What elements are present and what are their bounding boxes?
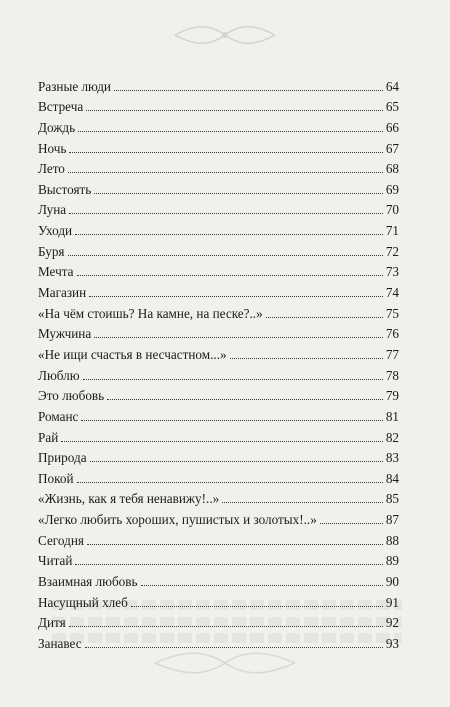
toc-entry-title: Дождь [38, 119, 76, 135]
toc-entry-page-number: 66 [385, 119, 399, 135]
toc-entry-title: Встреча [38, 99, 84, 115]
toc-dot-leader [222, 502, 383, 503]
toc-entry-title: «Жизнь, как я тебя ненавижу!..» [38, 491, 220, 507]
toc-entry-title: Рай [38, 429, 59, 445]
toc-dot-leader [266, 317, 383, 318]
toc-entry-title: Это любовь [38, 388, 105, 404]
toc-entry [38, 73, 399, 94]
toc-entry-title: Уходи [38, 223, 73, 239]
toc-entry-title: Покой [38, 470, 74, 486]
toc-entry-title: «На чём стоишь? На камне, на песке?..» [38, 305, 263, 321]
toc-entry [38, 259, 399, 280]
toc-entry-title: Буря [38, 243, 65, 259]
toc-entry-title: Сегодня [38, 532, 84, 548]
toc-entry-title: «Легко любить хороших, пушистых и золотых!..» [38, 512, 317, 528]
toc-dot-leader [69, 152, 382, 153]
toc-dot-leader [86, 110, 383, 111]
toc-entry-page-number: 91 [385, 594, 399, 610]
toc-entry [38, 156, 399, 177]
toc-entry [38, 341, 399, 362]
toc-entry [38, 321, 399, 342]
toc-entry [38, 527, 399, 548]
toc-entry [38, 362, 399, 383]
toc-entry-title: Выстоять [38, 181, 92, 197]
toc-entry [38, 630, 399, 651]
ornament-top-icon [165, 22, 285, 48]
toc-dot-leader [75, 564, 382, 565]
toc-entry [38, 610, 399, 631]
toc-entry [38, 568, 399, 589]
toc-dot-leader [77, 482, 383, 483]
toc-entry-page-number: 74 [385, 285, 399, 301]
toc-entry-page-number: 76 [385, 326, 399, 342]
toc-entry [38, 589, 399, 610]
toc-entry-page-number: 93 [385, 635, 399, 651]
toc-entry [38, 176, 399, 197]
toc-entry [38, 403, 399, 424]
toc-entry-page-number: 71 [385, 223, 399, 239]
toc-entry [38, 486, 399, 507]
toc-dot-leader [87, 544, 383, 545]
toc-entry-page-number: 85 [385, 491, 399, 507]
toc-entry [38, 383, 399, 404]
toc-entry [38, 506, 399, 527]
toc-entry-title: Магазин [38, 285, 87, 301]
toc-entry-page-number: 68 [385, 161, 399, 177]
toc-entry-page-number: 77 [385, 346, 399, 362]
toc-entry [38, 135, 399, 156]
toc-entry [38, 94, 399, 115]
ornament-bottom-icon [150, 650, 300, 676]
toc-dot-leader [94, 193, 383, 194]
toc-entry [38, 445, 399, 466]
toc-dot-leader [69, 626, 383, 627]
toc-dot-leader [90, 461, 383, 462]
toc-entry-title: Занавес [38, 635, 82, 651]
toc-entry-page-number: 73 [385, 264, 399, 280]
toc-dot-leader [94, 337, 383, 338]
toc-entry-page-number: 65 [385, 99, 399, 115]
toc-entry [38, 548, 399, 569]
toc-entry-title: Насущный хлеб [38, 594, 128, 610]
toc-entry-page-number: 92 [385, 615, 399, 631]
toc-dot-leader [89, 296, 383, 297]
toc-entry [38, 238, 399, 259]
toc-dot-leader [83, 379, 383, 380]
toc-entry-page-number: 72 [385, 243, 399, 259]
toc-entry-page-number: 70 [385, 202, 399, 218]
toc-entry-page-number: 69 [385, 181, 399, 197]
table-of-contents [38, 73, 399, 651]
toc-entry-page-number: 84 [385, 470, 399, 486]
toc-entry [38, 197, 399, 218]
toc-entry-page-number: 87 [385, 512, 399, 528]
toc-entry-title: «Не ищи счастья в несчастном...» [38, 346, 227, 362]
toc-dot-leader [131, 606, 383, 607]
toc-entry-title: Лето [38, 161, 65, 177]
toc-entry-page-number: 83 [385, 450, 399, 466]
toc-entry-page-number: 89 [385, 553, 399, 569]
toc-entry-page-number: 67 [385, 140, 399, 156]
toc-entry-title: Разные люди [38, 78, 111, 94]
toc-dot-leader [107, 399, 383, 400]
toc-dot-leader [77, 275, 383, 276]
toc-dot-leader [75, 234, 383, 235]
toc-entry-page-number: 90 [385, 574, 399, 590]
toc-dot-leader [68, 172, 383, 173]
toc-entry-title: Дитя [38, 615, 66, 631]
toc-entry [38, 300, 399, 321]
toc-dot-leader [61, 441, 383, 442]
toc-entry [38, 114, 399, 135]
toc-entry-page-number: 78 [385, 367, 399, 383]
toc-entry-title: Мужчина [38, 326, 92, 342]
toc-entry-title: Взаимная любовь [38, 574, 138, 590]
toc-entry-page-number: 88 [385, 532, 399, 548]
toc-dot-leader [78, 131, 383, 132]
toc-dot-leader [230, 358, 383, 359]
toc-entry-title: Ночь [38, 140, 67, 156]
toc-entry-page-number: 64 [385, 78, 399, 94]
toc-entry-title: Луна [38, 202, 67, 218]
toc-entry-title: Романс [38, 408, 79, 424]
toc-entry-title: Читай [38, 553, 73, 569]
toc-dot-leader [320, 523, 383, 524]
toc-dot-leader [68, 255, 383, 256]
toc-entry-title: Мечта [38, 264, 74, 280]
toc-entry [38, 465, 399, 486]
toc-entry-title: Природа [38, 450, 87, 466]
toc-entry [38, 217, 399, 238]
toc-dot-leader [69, 213, 383, 214]
toc-entry-page-number: 75 [385, 305, 399, 321]
toc-entry-page-number: 82 [385, 429, 399, 445]
toc-entry [38, 279, 399, 300]
toc-dot-leader [114, 90, 383, 91]
toc-entry-title: Люблю [38, 367, 80, 383]
toc-entry-page-number: 79 [385, 388, 399, 404]
toc-dot-leader [85, 647, 383, 648]
toc-entry-page-number: 81 [385, 408, 399, 424]
toc-entry [38, 424, 399, 445]
toc-dot-leader [141, 585, 383, 586]
toc-dot-leader [81, 420, 382, 421]
